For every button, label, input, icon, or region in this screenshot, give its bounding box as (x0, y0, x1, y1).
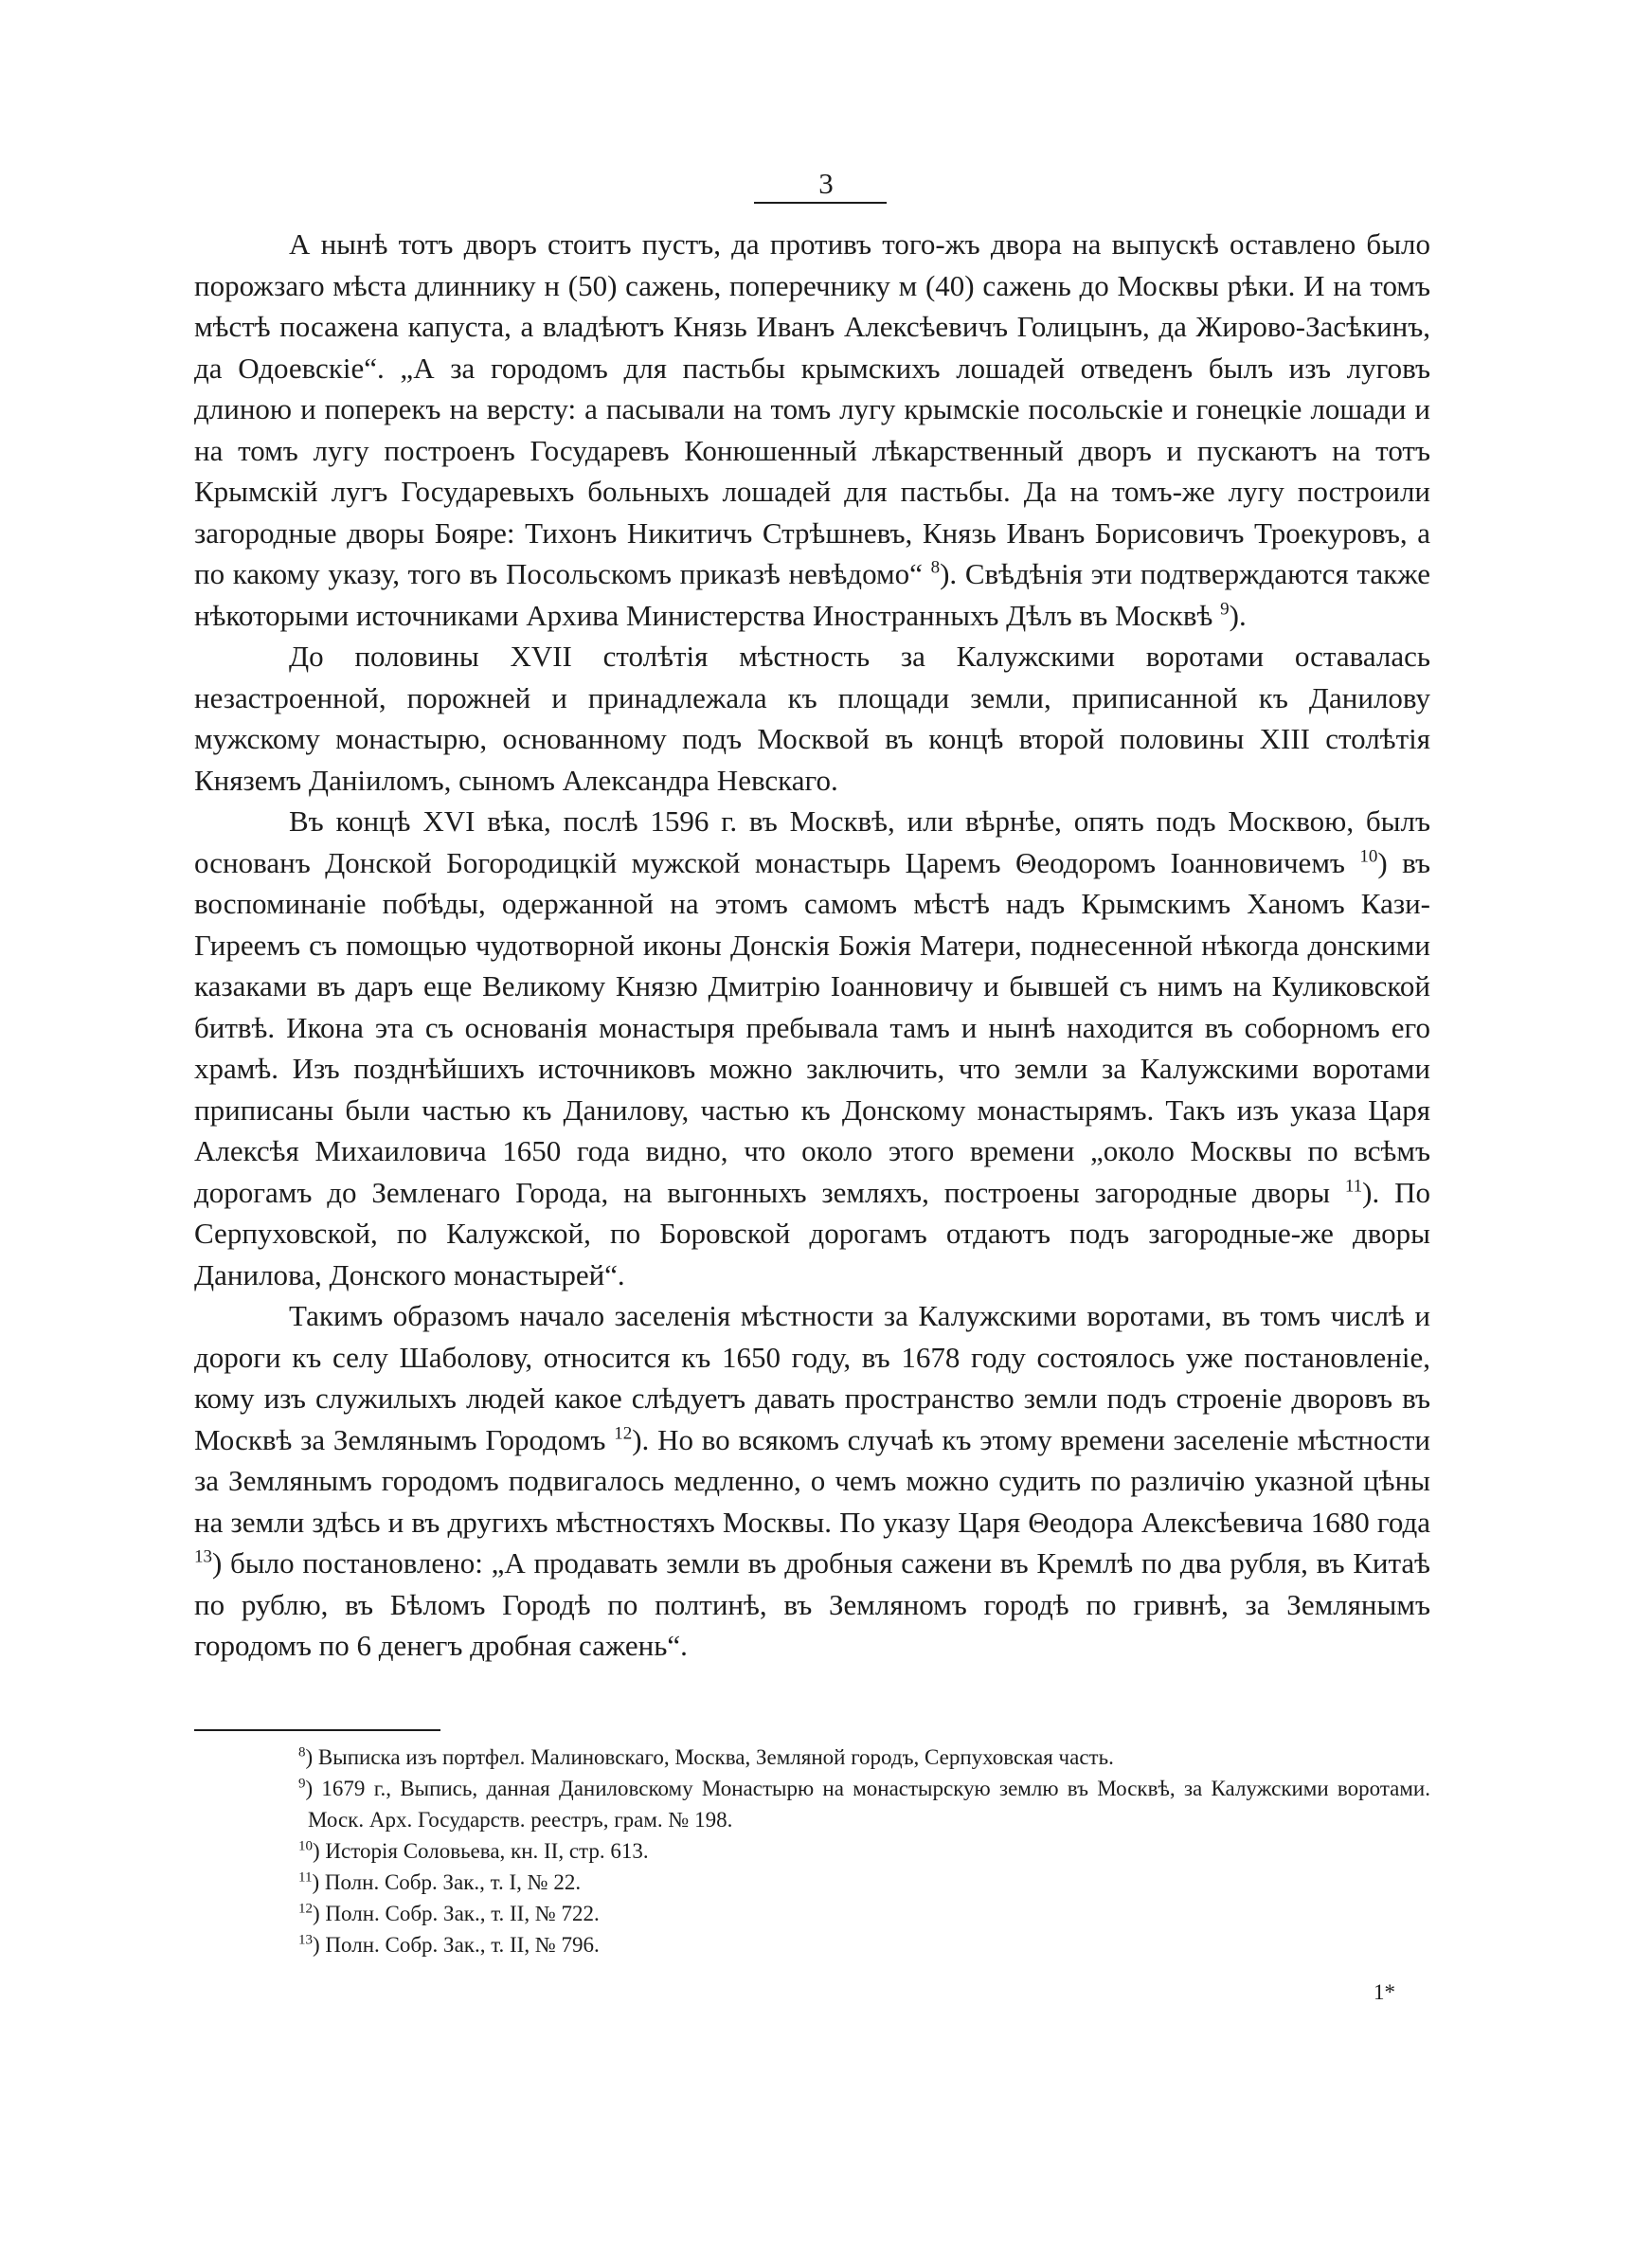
footnote-number: 10 (298, 1838, 313, 1854)
footnote-text: ) Исторія Соловьева, кн. II, стр. 613. (313, 1839, 649, 1863)
footnote-12 (194, 1898, 1430, 1929)
paragraph-4 (194, 1295, 1430, 1667)
paragraph-2 (194, 636, 1430, 801)
footnote-11 (194, 1867, 1430, 1898)
footnote-number: 8 (298, 1744, 306, 1760)
footnote-10 (194, 1835, 1430, 1867)
paragraph-text: ) было постановлено: „А продавать земли въ дробныя сажени въ Кремлѣ по два рубля, въ Китаѣ по рублю, въ Бѣломъ Городѣ по полтинѣ, въ Земляномъ городѣ по гривнѣ, за Землянымъ городомъ по 6 денегъ дробная сажень“. (194, 1546, 1430, 1662)
footnote-ref[interactable]: 13 (194, 1546, 212, 1567)
footnote-number: 9 (298, 1776, 306, 1792)
paragraph-text: До половины XVII столѣтія мѣстность за Калужскими воротами оставалась незастроенной, порожней и принадлежала къ площади земли, приписанной къ Данилову мужскому монастырю, основанному подъ Москвой въ концѣ второй половины XIII столѣтія Княземъ Даніиломъ, сыномъ Александра Невскаго. (194, 640, 1430, 797)
footnote-8 (194, 1742, 1430, 1773)
footnote-13 (194, 1929, 1430, 1960)
footnote-text: ) Выписка изъ портфел. Малиновскаго, Москва, Земляной городъ, Серпуховская часть. (305, 1745, 1114, 1769)
signature-mark: 1* (1374, 1980, 1395, 2004)
footnote-text: ) Полн. Собр. Зак., т. II, № 722. (313, 1902, 600, 1925)
footnote-9 (194, 1773, 1430, 1835)
paragraph-text: Такимъ образомъ начало заселенія мѣстности за Калужскими воротами, въ томъ числѣ и дороги къ селу Шаболову, относится къ 1650 году, въ 1678 году состоялось уже постановленіе, кому изъ служилыхъ людей какое слѣдуетъ давать пространство земли подъ строеніе дворовъ въ Москвѣ за Землянымъ Городомъ (194, 1299, 1430, 1456)
paragraph-text: ) въ воспоминаніе побѣды, одержанной на этомъ самомъ мѣстѣ надъ Крымскимъ Ханомъ Кази-Гиреемъ съ помощью чудотворной иконы Донскія Божія Матери, поднесенной нѣкогда донскими казаками въ даръ еще Великому Князю Дмитрію Іоанновичу и бывшей съ нимъ на Куликовской битвѣ. Икона эта съ основанія монастыря пребывала тамъ и нынѣ находится въ соборномъ его храмѣ. Изъ позднѣйшихъ источниковъ можно заключить, что земли за Калужскими воротами приписаны были частью къ Данилову, частью къ Донскому монастырямъ. Такъ изъ указа Царя Алексѣя Михаиловича 1650 года видно, что около этого времени „около Москвы по всѣмъ дорогамъ до Земленаго Города, на выгонныхъ земляхъ, построены загородные дворы (194, 845, 1430, 1209)
footnotes (194, 1742, 1430, 1960)
page-number: 3 (818, 167, 834, 200)
footnote-text: ) Полн. Собр. Зак., т. I, № 22. (312, 1870, 582, 1894)
paragraph-1 (194, 224, 1430, 636)
footnote-number: 13 (298, 1932, 313, 1948)
footnote-number: 12 (298, 1901, 313, 1917)
footnote-text: ) 1679 г., Выпись, данная Даниловскому Монастырю на монастырскую землю въ Москвѣ, за Калужскими воротами. Моск. Арх. Государств. реестръ, грам. № 198. (305, 1777, 1430, 1832)
footnote-text: ) Полн. Собр. Зак., т. II, № 796. (313, 1933, 600, 1957)
paragraph-text: Въ концѣ XVI вѣка, послѣ 1596 г. въ Москвѣ, или вѣрнѣе, опять подъ Москвою, былъ основанъ Донской Богородицкій мужской монастырь Царемъ Θеодоромъ Іоанновичемъ (194, 804, 1430, 879)
footnote-ref[interactable]: 8 (930, 557, 941, 578)
footnote-ref[interactable]: 11 (1344, 1176, 1363, 1197)
main-text (194, 224, 1430, 1667)
page-number-rule (754, 202, 887, 204)
paragraph-text: ). Свѣдѣнія эти подтверждаются также нѣкоторыми источниками Архива Министерства Иностранныхъ Дѣлъ въ Москвѣ (194, 557, 1430, 632)
paragraph-3 (194, 801, 1430, 1295)
footnote-number: 11 (298, 1869, 313, 1886)
footnote-rule (194, 1729, 440, 1731)
paragraph-text: ). Но во всякомъ случаѣ къ этому времени заселеніе мѣстности за Землянымъ городомъ подвигалось медленно, о чемъ можно судить по различію указной цѣны на земли здѣсь и въ другихъ мѣстностяхъ Москвы. По указу Царя Θеодора Алексѣевича 1680 года (194, 1422, 1430, 1539)
footnote-ref[interactable]: 9 (1220, 599, 1230, 620)
footnote-ref[interactable]: 10 (1359, 846, 1378, 867)
paragraph-text: ). По Серпуховской, по Калужской, по Боровской дорогамъ отдаютъ подъ загородные-же дворы Данилова, Донского монастырей“. (194, 1175, 1430, 1291)
paragraph-text: ). (1229, 598, 1247, 632)
paragraph-text: А нынѣ тотъ дворъ стоитъ пустъ, да противъ того-жъ двора на выпускѣ оставлено было порожзаго мѣста длиннику н (50) сажень, поперечнику м (40) сажень до Москвы рѣки. И на томъ мѣстѣ посажена капуста, а владѣютъ Князь Иванъ Алексѣевичъ Голицынъ, да Жирово-Засѣкинъ, да Одоевскіе“. „А за городомъ для пастьбы крымскихъ лошадей отведенъ былъ изъ луговъ длиною и поперекъ на версту: а пасывали на томъ лугу крымскіе посольскіе и гонецкіе лошади и на томъ лугу построенъ Государевъ Конюшенный лѣкарственный дворъ и пускаютъ на тотъ Крымскій лугъ Государевыхъ больныхъ лошадей для пастьбы. Да на томъ-же лугу построили загородные дворы Бояре: Тихонъ Никитичъ Стрѣшневъ, Князь Иванъ Борисовичъ Троекуровъ, а по какому указу, того въ Посольскомъ приказѣ невѣдомо“ (194, 227, 1430, 590)
footnote-ref[interactable]: 12 (614, 1423, 633, 1444)
